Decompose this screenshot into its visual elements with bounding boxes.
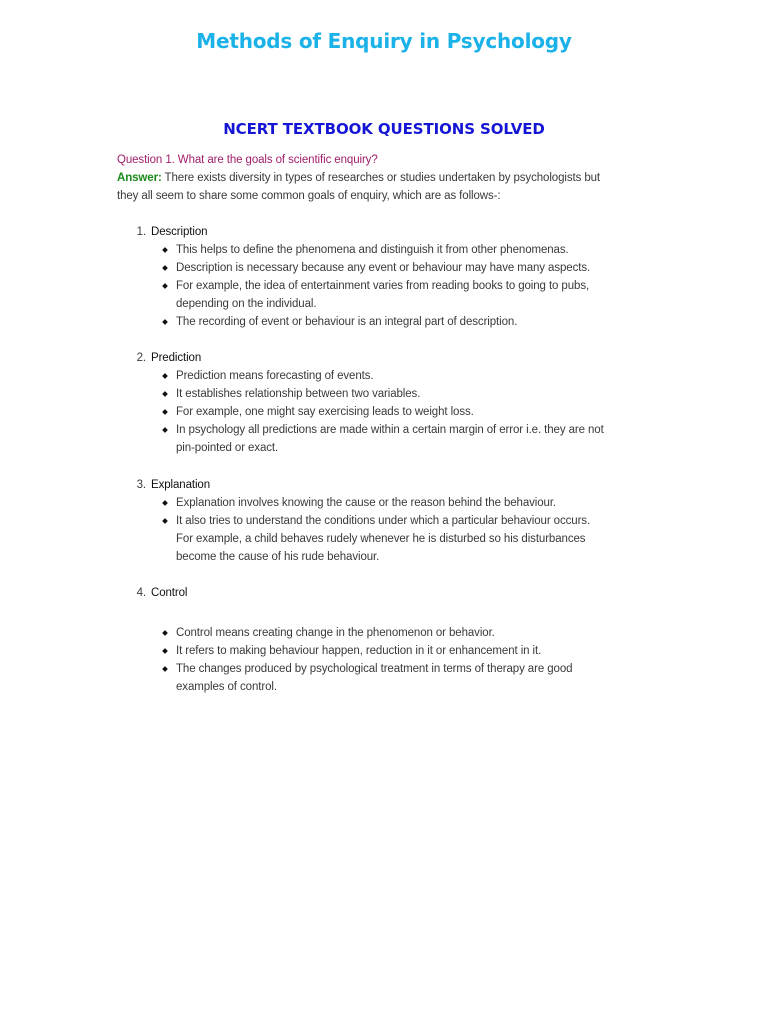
bullet-icon (162, 500, 168, 506)
answer-paragraph (117, 169, 607, 205)
goal-item (117, 223, 607, 331)
list-item (162, 421, 607, 457)
goal-item (117, 349, 607, 457)
list-item-text: It establishes relationship between two variables. (176, 388, 421, 400)
bullet-icon (162, 630, 168, 636)
goal-bullet-list (117, 367, 607, 457)
list-item-text: It also tries to understand the conditions under which a particular behaviour occurs. For example, a child behaves rudely whenever he is disturbed so his disturbances become the cause of his rude behaviour. (176, 515, 591, 563)
list-item (162, 660, 607, 696)
list-item-text: It refers to making behaviour happen, reduction in it or enhancement in it. (176, 645, 542, 657)
goal-name: Control (151, 587, 188, 599)
list-item-text: In psychology all predictions are made within a certain margin of error i.e. they are not pin-pointed or exact. (176, 424, 604, 454)
list-item-text: Prediction means forecasting of events. (176, 370, 374, 382)
list-item (162, 512, 607, 566)
bullet-icon (162, 648, 168, 654)
goal-bullet-list (117, 241, 607, 331)
goal-number: 1. (136, 226, 146, 238)
section-heading: NCERT TEXTBOOK QUESTIONS SOLVED (223, 120, 545, 138)
bullet-icon (162, 265, 168, 271)
goal-bullet-list (117, 624, 607, 696)
list-item (162, 313, 607, 331)
list-item (162, 494, 607, 512)
bullet-icon (162, 319, 168, 325)
bullet-icon (162, 666, 168, 672)
answer-text: There exists diversity in types of researches or studies undertaken by psychologists but they all seem to share some common goals of enquiry, which are as follows-: (117, 172, 601, 202)
list-item-text: For example, the idea of entertainment varies from reading books to going to pubs, depending on the individual. (176, 280, 590, 310)
list-item (162, 367, 607, 385)
bullet-icon (162, 427, 168, 433)
goal-item (117, 476, 607, 566)
content-body (117, 151, 607, 696)
bullet-icon (162, 391, 168, 397)
bullet-icon (162, 283, 168, 289)
list-item (162, 403, 607, 421)
list-item-text: Description is necessary because any event or behaviour may have many aspects. (176, 262, 591, 274)
list-item (162, 241, 607, 259)
goal-number: 2. (136, 352, 146, 364)
list-item-text: This helps to define the phenomena and distinguish it from other phenomenas. (176, 244, 569, 256)
question-text: Question 1. What are the goals of scientific enquiry? (117, 154, 378, 166)
list-item-text: The recording of event or behaviour is an integral part of description. (176, 316, 518, 328)
bullet-icon (162, 373, 168, 379)
goal-name: Prediction (151, 352, 202, 364)
list-item (162, 259, 607, 277)
list-item-text: Control means creating change in the phenomenon or behavior. (176, 627, 495, 639)
list-item-text: Explanation involves knowing the cause or the reason behind the behaviour. (176, 497, 557, 509)
list-item (162, 624, 607, 642)
bullet-icon (162, 247, 168, 253)
answer-label: Answer: (117, 172, 162, 184)
list-item-text: The changes produced by psychological treatment in terms of therapy are good examples of control. (176, 663, 573, 693)
goal-bullet-list (117, 494, 607, 566)
goal-name: Description (151, 226, 208, 238)
list-item (162, 385, 607, 403)
goal-number: 3. (136, 479, 146, 491)
list-item (162, 277, 607, 313)
goal-name: Explanation (151, 479, 210, 491)
goal-number: 4. (136, 587, 146, 599)
bullet-icon (162, 409, 168, 415)
bullet-icon (162, 518, 168, 524)
page-title: Methods of Enquiry in Psychology (196, 29, 572, 53)
goal-item (117, 584, 607, 696)
list-item-text: For example, one might say exercising leads to weight loss. (176, 406, 474, 418)
list-item (162, 642, 607, 660)
